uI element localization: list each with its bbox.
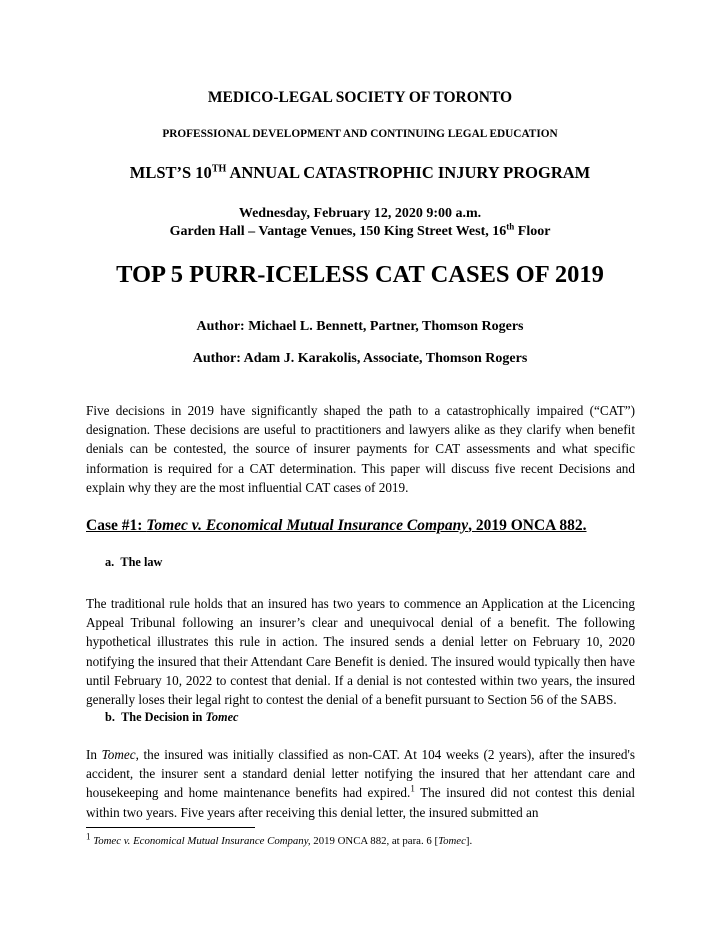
event-venue: Garden Hall – Vantage Venues, 150 King Street West, 16th Floor <box>169 221 551 239</box>
society-name: MEDICO-LEGAL SOCIETY OF TORONTO <box>207 89 513 106</box>
event-date: Wednesday, February 12, 2020 9:00 a.m. <box>238 206 482 221</box>
footnote-separator <box>86 827 255 828</box>
document-subtitle: PROFESSIONAL DEVELOPMENT AND CONTINUING LEGAL EDUCATION <box>162 128 558 140</box>
footnote-1: $^1$ Tomec v. Economical Mutual Insurance Company, 2019 ONCA 882, at para. 6 [Tomec]. <box>86 831 473 847</box>
author-line-2: Author: Adam J. Karakolis, Associate, Thomson Rogers <box>192 351 528 366</box>
program-title: MLST’S 10TH ANNUAL CATASTROPHIC INJURY PROGRAM <box>129 163 591 182</box>
section-a-paragraph: The traditional rule holds that an insured has two years to commence an Application at the Licencing Appeal Tribunal following an insurer’s clear and unequivocal denial of a benefit. The following hypothetical illustrates this rule in action. The insured sends a denial letter on February 10, 2020 notifying the insured that their Attendant Care Benefit is denied. The insured would typically then have until February 10, 2022 to contest that denial. If a denial is not contested within two years, the insured generally loses their legal right to contest the denial of a benefit pursuant to Section 56 of the SABS. <box>86 596 635 708</box>
section-a-heading: a. The law <box>105 555 163 569</box>
case-1-heading: Case #1: Tomec v. Economical Mutual Insurance Company, 2019 ONCA 882. <box>86 517 587 534</box>
intro-paragraph: Five decisions in 2019 have significantly shaped the path to a catastrophically impaired (“CAT”) designation. These decisions are useful to practitioners and lawyers alike as they clarify when benefit denials can be contested, the source of insurer payments for CAT assessments and what specific information is required for a CAT determination. This paper will discuss five recent Decisions and explain why they are the most influential CAT cases of 2019. <box>86 403 635 495</box>
paper-title: TOP 5 PURR-ICELESS CAT CASES OF 2019 <box>116 261 604 288</box>
author-line-1: Author: Michael L. Bennett, Partner, Thomson Rogers <box>196 319 524 334</box>
section-b-paragraph: In Tomec, the insured was initially classified as non-CAT. At 104 weeks (2 years), after the insured's accident, the insurer sent a standard denial letter notifying the insured that her attendant care and housekeeping and home maintenance benefits had expired.$^1$ The insured did not contest this denial within two years. Five years after receiving this denial letter, the insured submitted an <box>86 747 635 820</box>
section-b-heading: b. The Decision in Tomec <box>105 710 239 724</box>
footnote-reference[interactable]: 1 <box>410 784 415 795</box>
